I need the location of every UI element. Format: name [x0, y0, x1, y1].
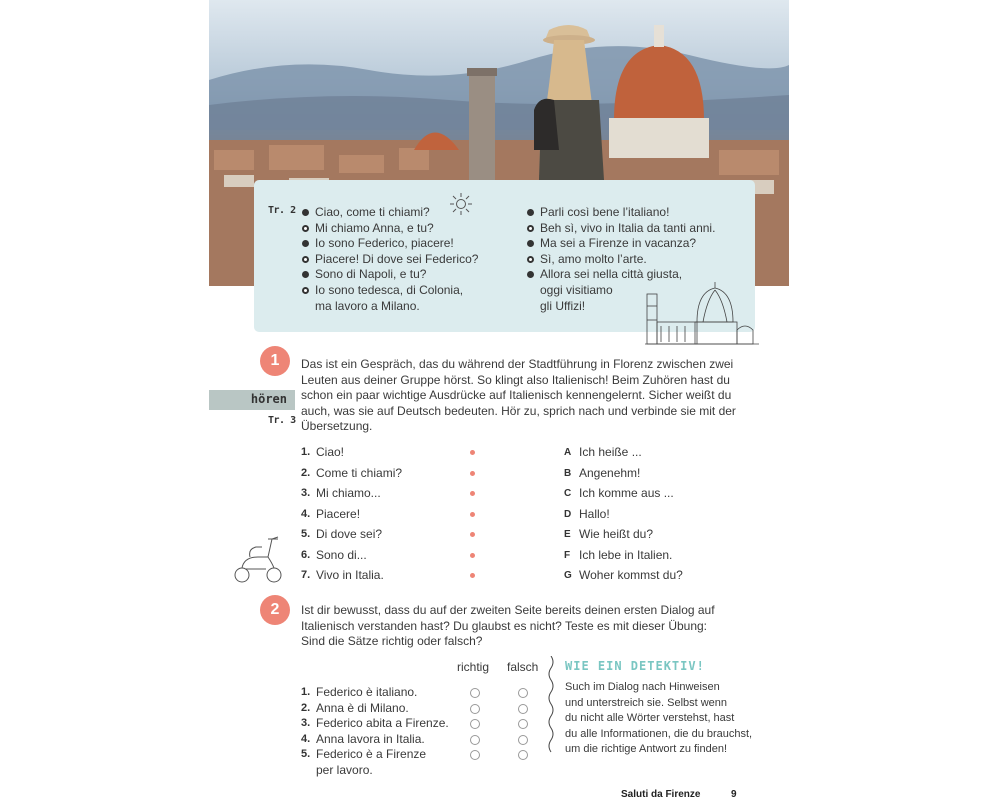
dialog-bullet [527, 209, 534, 216]
instruction-line: schon ein paar wichtige Ausdrücke auf Italienisch kennengelernt. Sicher weißt du [301, 388, 732, 403]
tip-line: du nicht alle Wörter verstehst, hast [565, 712, 735, 724]
match-dot [470, 450, 475, 455]
tip-line: um die richtige Antwort zu finden! [565, 743, 728, 755]
translation-german: Ich heiße ... [579, 445, 642, 459]
tip-line: du alle Informationen, die du brauchst, [565, 727, 753, 740]
dialog-bullet [527, 225, 534, 232]
statement: Federico abita a Firenze. [316, 716, 449, 730]
radio-richtig[interactable] [470, 735, 480, 745]
radio-falsch[interactable] [518, 688, 528, 698]
item-number: 4. [301, 732, 311, 745]
item-italian: Vivo in Italia. [316, 568, 384, 582]
item-italian: Di dove sei? [316, 527, 383, 541]
instruction-line: Das ist ein Gespräch, das du während der Stadtführung in Florenz zwischen zwei [301, 357, 734, 371]
radio-falsch[interactable] [518, 704, 528, 714]
item-italian: Come ti chiami? [316, 465, 403, 480]
dialog-line: Io sono Federico, piacere! [315, 236, 454, 251]
statement: Anna lavora in Italia. [316, 731, 425, 746]
radio-richtig[interactable] [470, 750, 480, 760]
dialog-bullet [302, 225, 309, 232]
item-italian: Piacere! [316, 506, 361, 521]
item-number: 3. [301, 487, 311, 499]
exercise-1-number: 1 [260, 346, 290, 376]
translation-german: Angenehm! [579, 465, 641, 480]
dialog-line: Parli così bene l’italiano! [540, 205, 670, 219]
tip-title: WIE EIN DETEKTIV! [565, 659, 705, 673]
item-number: 5. [301, 748, 311, 760]
dialog-line: Sono di Napoli, e tu? [315, 267, 427, 282]
dialog-line: oggi visitiamo [540, 283, 613, 297]
dialog-line: Beh sì, vivo in Italia da tanti anni. [540, 220, 716, 235]
translation-letter: A [564, 447, 572, 458]
instruction-line: auch, was sie auf Deutsch bedeuten. Hör zu, sprich nach und verbinde sie mit der [301, 403, 736, 418]
translation-letter: D [564, 508, 572, 520]
radio-richtig[interactable] [470, 704, 480, 714]
instruction-line: Übersetzung. [301, 419, 373, 434]
dialog-bullet [527, 256, 534, 263]
dialog-line: Io sono tedesca, di Colonia, [315, 283, 464, 297]
statement: Federico è italiano. [316, 685, 418, 699]
tip-line: Such im Dialog nach Hinweisen [565, 681, 720, 693]
match-dot [470, 471, 475, 476]
translation-letter: C [564, 488, 572, 499]
footer-chapter: Saluti da Firenze [621, 789, 701, 800]
radio-richtig[interactable] [470, 688, 480, 698]
match-dot [470, 512, 475, 517]
dialog-line: Ma sei a Firenze in vacanza? [540, 236, 697, 251]
match-dot [470, 491, 475, 496]
skill-tag-hoeren [209, 390, 295, 410]
instruction-line: Italienisch verstanden hast? Du glaubst es nicht? Teste es mit dieser Übung: [301, 618, 708, 633]
item-number: 6. [301, 548, 311, 561]
translation-letter: G [564, 570, 572, 581]
item-number: 1. [301, 446, 311, 458]
instruction-line: Sind die Sätze richtig oder falsch? [301, 634, 483, 649]
dialog-bullet [302, 209, 309, 216]
dialog-line: Ciao, come ti chiami? [315, 205, 430, 219]
track-label: Tr. 2 [268, 205, 296, 216]
statement: Federico è a Firenze [316, 747, 427, 761]
translation-german: Ich lebe in Italien. [579, 547, 673, 562]
statement-continuation: per lavoro. [316, 762, 373, 777]
dialog-bullet [302, 287, 309, 294]
item-number: 2. [301, 466, 311, 479]
skill-label: hören [250, 392, 287, 406]
column-falsch: falsch [507, 660, 539, 674]
match-dot [470, 553, 475, 558]
radio-falsch[interactable] [518, 750, 528, 760]
item-number: 4. [301, 507, 311, 520]
translation-german: Wie heißt du? [579, 527, 654, 541]
translation-german: Woher kommst du? [579, 568, 683, 582]
item-number: 7. [301, 569, 311, 581]
dialog-bullet [302, 256, 309, 263]
translation-letter: F [564, 549, 571, 561]
dialog-line: gli Uffizi! [540, 298, 586, 313]
page-number: 9 [731, 789, 737, 800]
exercise-2-number: 2 [260, 595, 290, 625]
sun-icon [449, 192, 473, 216]
tip-line: und unterstreich sie. Selbst wenn [565, 696, 728, 709]
item-number: 3. [301, 717, 311, 729]
dialog-line: Mi chiamo Anna, e tu? [315, 220, 434, 235]
item-number: 2. [301, 701, 311, 714]
item-number: 5. [301, 528, 311, 540]
radio-richtig[interactable] [470, 719, 480, 729]
dialog-line: Piacere! Di dove sei Federico? [315, 251, 479, 266]
item-number: 1. [301, 686, 311, 698]
translation-letter: E [564, 529, 571, 540]
column-richtig: richtig [457, 660, 490, 674]
dialog-line: Sì, amo molto l’arte. [540, 251, 647, 266]
dialog-line: Allora sei nella città giusta, [540, 267, 683, 282]
statement: Anna è di Milano. [316, 700, 409, 715]
radio-falsch[interactable] [518, 735, 528, 745]
item-italian: Sono di... [316, 547, 367, 562]
translation-german: Hallo! [579, 506, 610, 521]
track-label-3: Tr. 3 [268, 415, 296, 426]
radio-falsch[interactable] [518, 719, 528, 729]
instruction-line: Ist dir bewusst, dass du auf der zweiten Seite bereits deinen ersten Dialog auf [301, 603, 715, 617]
item-italian: Ciao! [316, 445, 345, 459]
duomo-sketch-icon [645, 282, 760, 346]
match-dot [470, 573, 475, 578]
match-dot [470, 532, 475, 537]
translation-german: Ich komme aus ... [579, 486, 674, 500]
instruction-line: Leuten aus deiner Gruppe hörst. So klingt also Italienisch! Beim Zuhören hast du [301, 372, 730, 387]
translation-letter: B [564, 467, 572, 479]
tip-divider [546, 656, 556, 756]
item-italian: Mi chiamo... [316, 486, 381, 500]
dialog-line: ma lavoro a Milano. [315, 298, 420, 313]
scooter-sketch-icon [232, 533, 284, 585]
